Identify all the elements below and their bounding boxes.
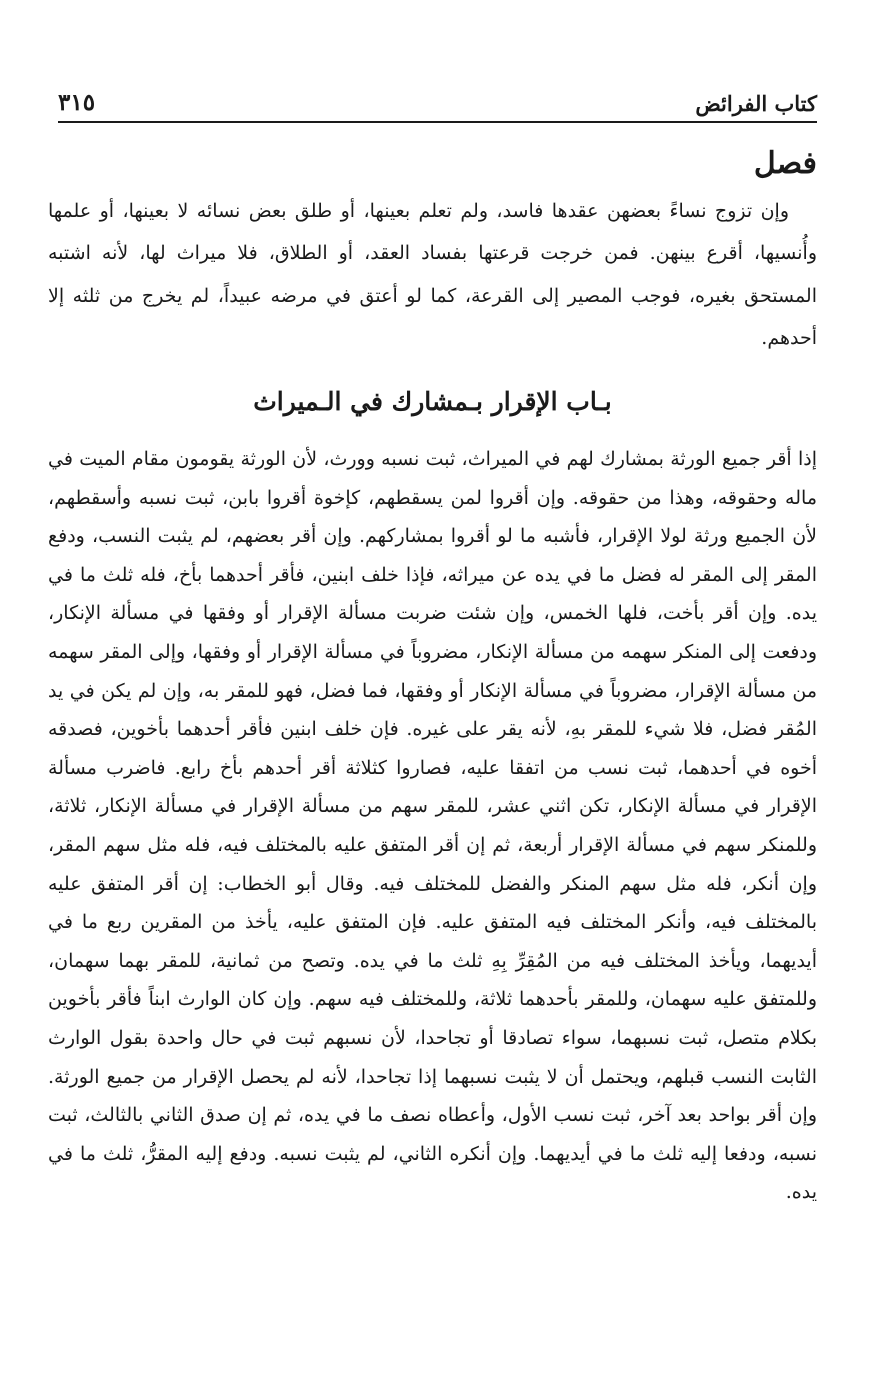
section-heading: فصل bbox=[753, 146, 817, 181]
page-number: ٣١٥ bbox=[58, 89, 96, 116]
book-title: كتاب الفرائض bbox=[695, 91, 817, 116]
chapter-paragraph: إذا أقر جميع الورثة بمشارك لهم في الميراث، ثبت نسبه وورث، لأن الورثة يقومون مقام الميت في ماله وحقوقه، وهذا من حقوقه. وإن أقروا لمن يسقطهم، كإخوة أقروا بابن، ثبت نسبه وأسقطهم، لأن الجميع ورثة لولا الإقرار، فأشبه ما لو أقروا بمشاركهم. وإن أقر بعضهم، لم يثبت النسب، ودفع المقر إلى المقر له فضل ما في يده عن ميراثه، فإذا خلف ابنين، فأقر أحدهما بأخ، فله ثلث ما في يده. وإن أقر بأخت، فلها الخمس، وإن شئت ضربت مسألة الإقرار أو وفقها في مسألة الإنكار، ودفعت إلى المنكر سهمه من مسألة الإنكار، مضروباً في مسألة الإقرار أو وفقها، وإلى المقر سهمه من مسألة الإقرار، مضروباً في مسألة الإنكار أو وفقها، فما فضل، فهو للمقر به، وإن لم يكن في يد المُقر فضل، فلا شيء للمقر بهِ، لأنه يقر على غيره. فإن خلف ابنين فأقر أحدهما بأخوين، فصدقه أخوه في أحدهما، ثبت نسب من اتفقا عليه، فصاروا كثلاثة أقر أحدهم بأخ رابع. فاضرب مسألة الإقرار في مسألة الإنكار، تكن اثني عشر، للمقر سهم من مسألة الإقرار في مسألة الإنكار، ثلاثة، وللمنكر سهم في مسألة الإقرار أربعة، ثم إن أقر المتفق عليه بالمختلف فيه، فله مثل سهم المقر، وإن أنكر، فله مثل سهم المنكر والفضل للمختلف فيه. وقال أبو الخطاب: إن أقر المتفق عليه بالمختلف فيه، وأنكر المختلف فيه المتفق عليه. فإن المتفق عليه، يأخذ من المقرين ربع ما في أيديهما، ويأخذ المختلف فيه من المُقِرِّ بِهِ ثلث ما في يده. وتصح من ثمانية، للمقر بهما سهمان، وللمتفق عليه سهمان، وللمقر بأحدهما ثلاثة، وللمختلف فيه سهم. وإن كان الوارث ابناً فأقر بأخوين بكلام متصل، ثبت نسبهما، سواء تصادقا أو تجاحدا، لأن نسبهم ثبت في حال واحدة بقول الوارث الثابت النسب قبلهم، ويحتمل أن لا يثبت نسبهما إذا تجاحدا، لأنه لم يحصل الإقرار من جميع الورثة. وإن أقر بواحد بعد آخر، ثبت نسب الأول، وأعطاه نصف ما في يده، ثم إن صدق الثاني بالثالث، ثبت نسبه، ودفعا إليه ثلث ما في أيديهما. وإن أنكره الثاني، لم يثبت نسبه. ودفع إليه المقرُّ، ثلث ما في يده. bbox=[48, 448, 817, 1204]
header-rule bbox=[58, 121, 817, 123]
running-header bbox=[58, 82, 817, 116]
chapter-heading: بـاب الإقرار بـمشارك في الـميراث bbox=[253, 387, 612, 416]
section-paragraph: وإن تزوج نساءً بعضهن عقدها فاسد، ولم تعلم بعينها، أو طلق بعض نسائه لا بعينها، أو علمها وأُنسيها، أقرع بينهن. فمن خرجت قرعتها بفساد العقد، أو الطلاق، فلا ميراث لها، لأنه اشتبه المستحق بغيره، فوجب المصير إلى القرعة، كما لو أعتق في مرضه عبيداً، لم يخرج من ثلثه إلا أحدهم. bbox=[48, 200, 817, 349]
